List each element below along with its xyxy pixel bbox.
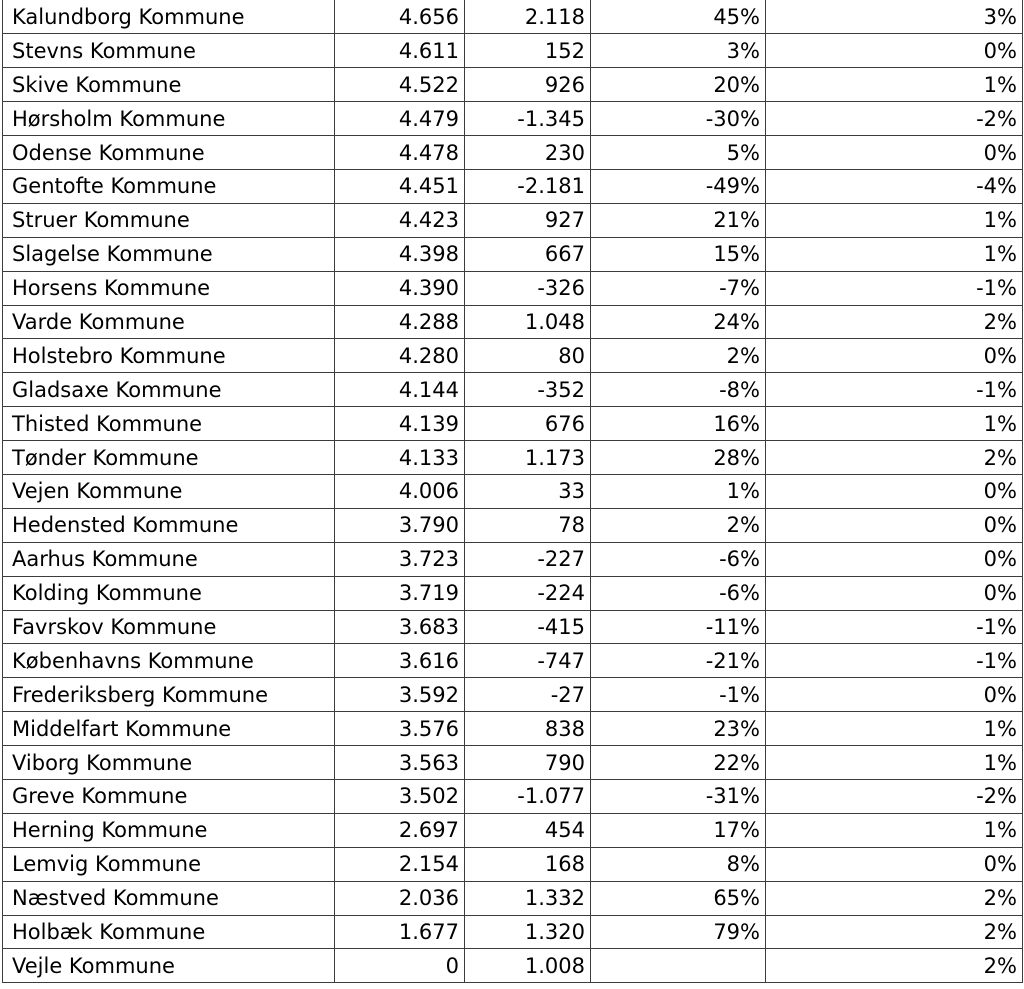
value-cell: 2.036: [335, 881, 465, 915]
value-cell: 3.576: [335, 712, 465, 746]
value-cell: 3.592: [335, 678, 465, 712]
change-cell: -352: [465, 373, 591, 407]
table-row: [3, 136, 1023, 170]
value-cell: 4.451: [335, 169, 465, 203]
change-cell: 667: [465, 237, 591, 271]
value-cell: 4.280: [335, 339, 465, 373]
table-row: [3, 407, 1023, 441]
municipality-name-cell: Favrskov Kommune: [3, 610, 335, 644]
change-percent-cell: [591, 949, 766, 983]
change-percent-cell: -21%: [591, 644, 766, 678]
table-row: [3, 576, 1023, 610]
share-percent-cell: 2%: [766, 881, 1023, 915]
value-cell: 0: [335, 949, 465, 983]
change-percent-cell: 79%: [591, 915, 766, 949]
municipality-name-cell: Gentofte Kommune: [3, 169, 335, 203]
change-percent-cell: -7%: [591, 271, 766, 305]
share-percent-cell: 0%: [766, 847, 1023, 881]
municipality-name-cell: Hedensted Kommune: [3, 508, 335, 542]
change-percent-cell: 16%: [591, 407, 766, 441]
change-cell: -2.181: [465, 169, 591, 203]
change-percent-cell: -6%: [591, 576, 766, 610]
municipality-name-cell: Holbæk Kommune: [3, 915, 335, 949]
share-percent-cell: 2%: [766, 305, 1023, 339]
value-cell: 3.790: [335, 508, 465, 542]
change-cell: 927: [465, 203, 591, 237]
change-percent-cell: 23%: [591, 712, 766, 746]
change-percent-cell: 22%: [591, 746, 766, 780]
change-cell: 926: [465, 68, 591, 102]
share-percent-cell: 1%: [766, 237, 1023, 271]
change-cell: 1.008: [465, 949, 591, 983]
table-row: [3, 949, 1023, 983]
change-percent-cell: 20%: [591, 68, 766, 102]
change-percent-cell: 1%: [591, 474, 766, 508]
change-percent-cell: 8%: [591, 847, 766, 881]
value-cell: 4.611: [335, 34, 465, 68]
change-percent-cell: 24%: [591, 305, 766, 339]
change-percent-cell: 45%: [591, 0, 766, 34]
share-percent-cell: 2%: [766, 915, 1023, 949]
table-body: [3, 0, 1023, 983]
share-percent-cell: 0%: [766, 542, 1023, 576]
change-percent-cell: -11%: [591, 610, 766, 644]
share-percent-cell: -2%: [766, 779, 1023, 813]
municipality-name-cell: Vejen Kommune: [3, 474, 335, 508]
value-cell: 4.398: [335, 237, 465, 271]
municipality-name-cell: Odense Kommune: [3, 136, 335, 170]
municipality-name-cell: Aarhus Kommune: [3, 542, 335, 576]
municipality-name-cell: Gladsaxe Kommune: [3, 373, 335, 407]
share-percent-cell: -1%: [766, 610, 1023, 644]
change-percent-cell: 65%: [591, 881, 766, 915]
municipality-name-cell: Horsens Kommune: [3, 271, 335, 305]
municipality-name-cell: Kalundborg Kommune: [3, 0, 335, 34]
share-percent-cell: 2%: [766, 441, 1023, 475]
share-percent-cell: 0%: [766, 34, 1023, 68]
share-percent-cell: 2%: [766, 949, 1023, 983]
change-cell: 1.332: [465, 881, 591, 915]
change-cell: 676: [465, 407, 591, 441]
municipality-table: [2, 0, 1023, 983]
change-cell: 78: [465, 508, 591, 542]
table-row: [3, 305, 1023, 339]
share-percent-cell: 0%: [766, 136, 1023, 170]
municipality-name-cell: Struer Kommune: [3, 203, 335, 237]
change-cell: 230: [465, 136, 591, 170]
change-cell: 1.173: [465, 441, 591, 475]
table-row: [3, 441, 1023, 475]
table-row: [3, 508, 1023, 542]
municipality-name-cell: Varde Kommune: [3, 305, 335, 339]
change-percent-cell: 2%: [591, 508, 766, 542]
share-percent-cell: 1%: [766, 746, 1023, 780]
change-cell: 152: [465, 34, 591, 68]
change-percent-cell: 2%: [591, 339, 766, 373]
table-row: [3, 881, 1023, 915]
table-row: [3, 746, 1023, 780]
table-row: [3, 474, 1023, 508]
change-percent-cell: 3%: [591, 34, 766, 68]
change-cell: 168: [465, 847, 591, 881]
value-cell: 2.154: [335, 847, 465, 881]
table-row: [3, 373, 1023, 407]
share-percent-cell: -2%: [766, 102, 1023, 136]
table-row: [3, 915, 1023, 949]
value-cell: 4.144: [335, 373, 465, 407]
municipality-name-cell: Viborg Kommune: [3, 746, 335, 780]
change-percent-cell: -31%: [591, 779, 766, 813]
value-cell: 4.006: [335, 474, 465, 508]
municipality-name-cell: Vejle Kommune: [3, 949, 335, 983]
change-cell: 33: [465, 474, 591, 508]
change-percent-cell: 28%: [591, 441, 766, 475]
share-percent-cell: 1%: [766, 712, 1023, 746]
share-percent-cell: 1%: [766, 203, 1023, 237]
value-cell: 4.478: [335, 136, 465, 170]
change-cell: 1.048: [465, 305, 591, 339]
municipality-name-cell: Holstebro Kommune: [3, 339, 335, 373]
value-cell: 4.522: [335, 68, 465, 102]
share-percent-cell: -4%: [766, 169, 1023, 203]
value-cell: 3.723: [335, 542, 465, 576]
change-percent-cell: -30%: [591, 102, 766, 136]
value-cell: 4.390: [335, 271, 465, 305]
change-cell: 1.320: [465, 915, 591, 949]
table-row: [3, 542, 1023, 576]
change-percent-cell: 15%: [591, 237, 766, 271]
table-row: [3, 678, 1023, 712]
municipality-name-cell: Hørsholm Kommune: [3, 102, 335, 136]
municipality-name-cell: Skive Kommune: [3, 68, 335, 102]
table-row: [3, 34, 1023, 68]
value-cell: 2.697: [335, 813, 465, 847]
share-percent-cell: 0%: [766, 474, 1023, 508]
municipality-name-cell: Frederiksberg Kommune: [3, 678, 335, 712]
change-cell: -227: [465, 542, 591, 576]
change-cell: -27: [465, 678, 591, 712]
change-cell: -224: [465, 576, 591, 610]
share-percent-cell: -1%: [766, 271, 1023, 305]
share-percent-cell: 1%: [766, 813, 1023, 847]
municipality-name-cell: Tønder Kommune: [3, 441, 335, 475]
table-row: [3, 237, 1023, 271]
change-percent-cell: -8%: [591, 373, 766, 407]
share-percent-cell: 1%: [766, 407, 1023, 441]
municipality-name-cell: Middelfart Kommune: [3, 712, 335, 746]
value-cell: 1.677: [335, 915, 465, 949]
change-cell: 838: [465, 712, 591, 746]
table-row: [3, 203, 1023, 237]
change-cell: -747: [465, 644, 591, 678]
share-percent-cell: -1%: [766, 373, 1023, 407]
table-row: [3, 610, 1023, 644]
municipality-name-cell: Slagelse Kommune: [3, 237, 335, 271]
table-row: [3, 644, 1023, 678]
table-row: [3, 847, 1023, 881]
change-cell: -1.345: [465, 102, 591, 136]
table-row: [3, 0, 1023, 34]
municipality-name-cell: Næstved Kommune: [3, 881, 335, 915]
municipality-name-cell: Thisted Kommune: [3, 407, 335, 441]
municipality-name-cell: Herning Kommune: [3, 813, 335, 847]
change-cell: 80: [465, 339, 591, 373]
change-cell: 454: [465, 813, 591, 847]
table-row: [3, 813, 1023, 847]
table-row: [3, 102, 1023, 136]
value-cell: 4.288: [335, 305, 465, 339]
share-percent-cell: 1%: [766, 68, 1023, 102]
value-cell: 4.133: [335, 441, 465, 475]
table-row: [3, 169, 1023, 203]
value-cell: 4.479: [335, 102, 465, 136]
change-cell: 790: [465, 746, 591, 780]
table-row: [3, 339, 1023, 373]
change-percent-cell: -1%: [591, 678, 766, 712]
municipality-name-cell: Københavns Kommune: [3, 644, 335, 678]
municipality-name-cell: Kolding Kommune: [3, 576, 335, 610]
change-percent-cell: 21%: [591, 203, 766, 237]
value-cell: 4.656: [335, 0, 465, 34]
table-row: [3, 68, 1023, 102]
change-percent-cell: 17%: [591, 813, 766, 847]
value-cell: 3.719: [335, 576, 465, 610]
value-cell: 4.139: [335, 407, 465, 441]
value-cell: 3.683: [335, 610, 465, 644]
change-percent-cell: 5%: [591, 136, 766, 170]
share-percent-cell: 3%: [766, 0, 1023, 34]
change-cell: -326: [465, 271, 591, 305]
share-percent-cell: 0%: [766, 508, 1023, 542]
municipality-name-cell: Stevns Kommune: [3, 34, 335, 68]
table-row: [3, 779, 1023, 813]
share-percent-cell: 0%: [766, 678, 1023, 712]
share-percent-cell: 0%: [766, 339, 1023, 373]
value-cell: 3.563: [335, 746, 465, 780]
share-percent-cell: 0%: [766, 576, 1023, 610]
value-cell: 3.616: [335, 644, 465, 678]
change-percent-cell: -6%: [591, 542, 766, 576]
value-cell: 3.502: [335, 779, 465, 813]
table-row: [3, 712, 1023, 746]
value-cell: 4.423: [335, 203, 465, 237]
share-percent-cell: -1%: [766, 644, 1023, 678]
change-cell: 2.118: [465, 0, 591, 34]
change-percent-cell: -49%: [591, 169, 766, 203]
change-cell: -1.077: [465, 779, 591, 813]
change-cell: -415: [465, 610, 591, 644]
table-row: [3, 271, 1023, 305]
municipality-name-cell: Greve Kommune: [3, 779, 335, 813]
municipality-name-cell: Lemvig Kommune: [3, 847, 335, 881]
